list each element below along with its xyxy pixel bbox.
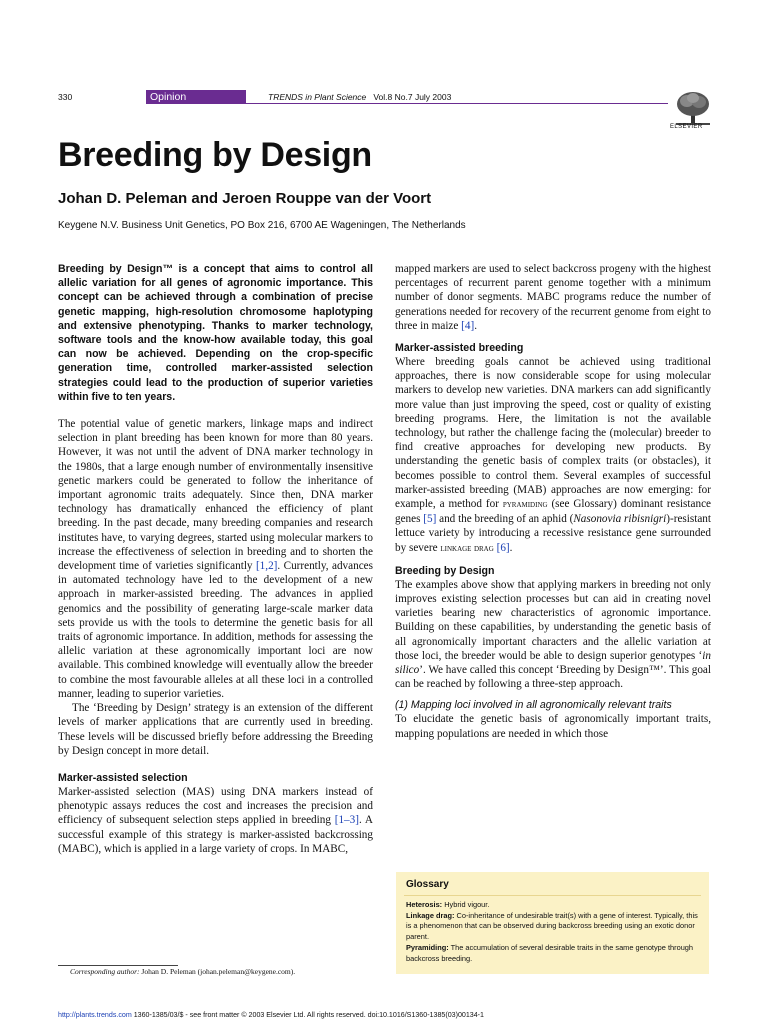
section-heading-mab: Marker-assisted breeding [395, 342, 524, 355]
copyright-citation: 1360-1385/03/$ - see front matter © 2003 Elsevier Ltd. All rights reserved. doi:10.1016/S1360-1385(03)00134-1 [131, 1011, 484, 1019]
paragraph: The ‘Breeding by Design’ strategy is an extension of the different levels of marker applications that are currently used in breeding. These levels will be discussed briefly before addressing the Breeding by Design concept in more detail. [58, 702, 373, 757]
glossary-item: Pyramiding: The accumulation of several desirable traits in the same genotype through backcross breeding. [406, 942, 694, 963]
glossary-term: pyramiding [502, 499, 548, 511]
glossary-box [396, 872, 709, 974]
left-column [58, 262, 373, 856]
citation-link[interactable]: [5] [423, 513, 437, 526]
article-authors: Johan D. Peleman and Jeroen Rouppe van der Voort [58, 190, 432, 207]
corresponding-author-note: Corresponding author: Johan D. Peleman (johan.peleman@keygene.com). [70, 967, 296, 976]
citation-link[interactable]: [1–3] [334, 814, 359, 827]
species-name: Nasonovia ribisnigri [573, 513, 667, 526]
abstract: Breeding by Design™ is a concept that aims to control all allelic variation for all genes of agronomic importance. This concept can be achieved through a combination of precise genetic mapping, high-resolution chromosome haplotyping and extensive phenotyping. Thanks to marker technology, software tools and the know-how available today, this goal can now be achieved. Depending on the crop-specific generation time, controlled marker-assisted selection strategies could lead to the production of superior varieties within five to ten years. [58, 263, 373, 403]
header-rule [246, 103, 668, 104]
glossary-term: linkage drag [440, 542, 494, 554]
journal-name: TRENDS in Plant Science [268, 92, 367, 102]
glossary-title: Glossary [406, 879, 449, 890]
footnote-rule [58, 965, 178, 966]
intro-paragraph: The potential value of genetic markers, linkage maps and indirect selection in plant breeding has been known for more than 80 years. However, it was not until the advent of DNA marker technology in the 1980s, that a large enough number of environmentally insensitive genetic markers could be generated to follow the inheritance of important agronomic traits adequately. Since then, DNA marker technology has dramatically enhanced the efficiency of plant breeding. In the past decade, many breeding companies and research institutes have, to varying degrees, started using molecular markers to increase the effectiveness of selection in breeding and to shorten the development time of varieties significantly [1,2]. Currently, advances in automated technology have led to the development of a new approach in marker-assisted breeding. The advances in applied genomics and the possibility of generating large-scale marker data sets provide us with the tools to determine the genetic basis for all traits of agronomic importance. In addition, methods for assessing the allelic variation at these agronomically important loci are now available. This combined knowledge will eventually allow the breeder to combine the most favourable alleles at all these loci in a controlled manner, leading to superior varieties. [58, 418, 373, 700]
paragraph: Marker-assisted selection (MAS) using DNA markers instead of phenotypic assays reduces the cost and increases the precision and efficiency of subsequent selection steps applied in breeding [1–3]. A successful example of this strategy is marker-assisted backcrossing (MABC), which is applied in a large variety of crops. In MABC, [58, 785, 373, 855]
glossary-divider [404, 895, 701, 896]
journal-info [268, 92, 451, 102]
citation-link[interactable]: [1,2] [255, 560, 278, 573]
section-heading-bbd: Breeding by Design [395, 564, 495, 577]
paragraph: To elucidate the genetic basis of agronomically important traits, mapping populations are needed in which those [395, 713, 711, 740]
glossary-item: Linkage drag: Co-inheritance of undesirable trait(s) with a gene of interest. Typically, this is a phenomenon that can be observed during backcross breeding using an exotic donor parent. [406, 910, 698, 942]
right-column [395, 262, 711, 741]
page-number: 330 [58, 92, 73, 102]
section-heading-mas: Marker-assisted selection [58, 771, 188, 784]
paragraph: Where breeding goals cannot be achieved using traditional approaches, there is now considerable scope for using molecular markers to develop new varieties. DNA markers can add significantly more value than just improving the speed, cost or quality of existing breeding programs. Here, the limitation is not the available technology, but rather the challenge facing the (molecular) breeder to find creative approaches for developing new products. By understanding the genetic basis of complex traits (or obstacles), it becomes possible to control them. Several examples of successful marker-assisted breeding (MAB) approaches are now emerging: for example, a method for pyramiding (see Glossary) dominant resistance genes [5] and the breeding of an aphid (Nasonovia ribisnigri)-resistant lettuce variety by introducing a recessive resistance gene surrounded by severe linkage drag [6]. [395, 356, 711, 554]
glossary-item: Heterosis: Hybrid vigour. [406, 900, 490, 909]
author-affiliation: Keygene N.V. Business Unit Genetics, PO Box 216, 6700 AE Wageningen, The Netherlands [58, 220, 466, 231]
journal-url-link[interactable]: http://plants.trends.com [58, 1011, 132, 1019]
publisher-label: ELSEVIER [670, 124, 703, 130]
glossary-list [406, 900, 702, 964]
paragraph: mapped markers are used to select backcross progeny with the highest percentages of recurrent parent genome together with a minimum number of donor segments. MABC programs reduce the number of generations needed for recovery of the recurrent genome from eight to three in maize [4]. [395, 263, 711, 332]
article-title: Breeding by Design [58, 136, 372, 174]
citation-link[interactable]: [4] [461, 319, 475, 332]
subsection-heading-step1: (1) Mapping loci involved in all agronomically relevant traits [395, 699, 672, 712]
section-tag: Opinion [146, 90, 246, 104]
citation-link[interactable]: [6] [496, 541, 510, 554]
journal-issue: Vol.8 No.7 July 2003 [373, 92, 452, 102]
paragraph: The examples above show that applying markers in breeding not only improves existing selection processes but can aid in creating novel varieties bearing new characteristics of agronomic importance. Building on these capabilities, by understanding the genetic basis of all agronomically important characters and the allelic variation at those loci, the breeder would be able to design superior genotypes ‘in silico’. We have called this concept ‘Breeding by Design™’. This goal can be reached by following a three-step approach. [395, 578, 711, 691]
publication-footer [58, 1011, 484, 1019]
